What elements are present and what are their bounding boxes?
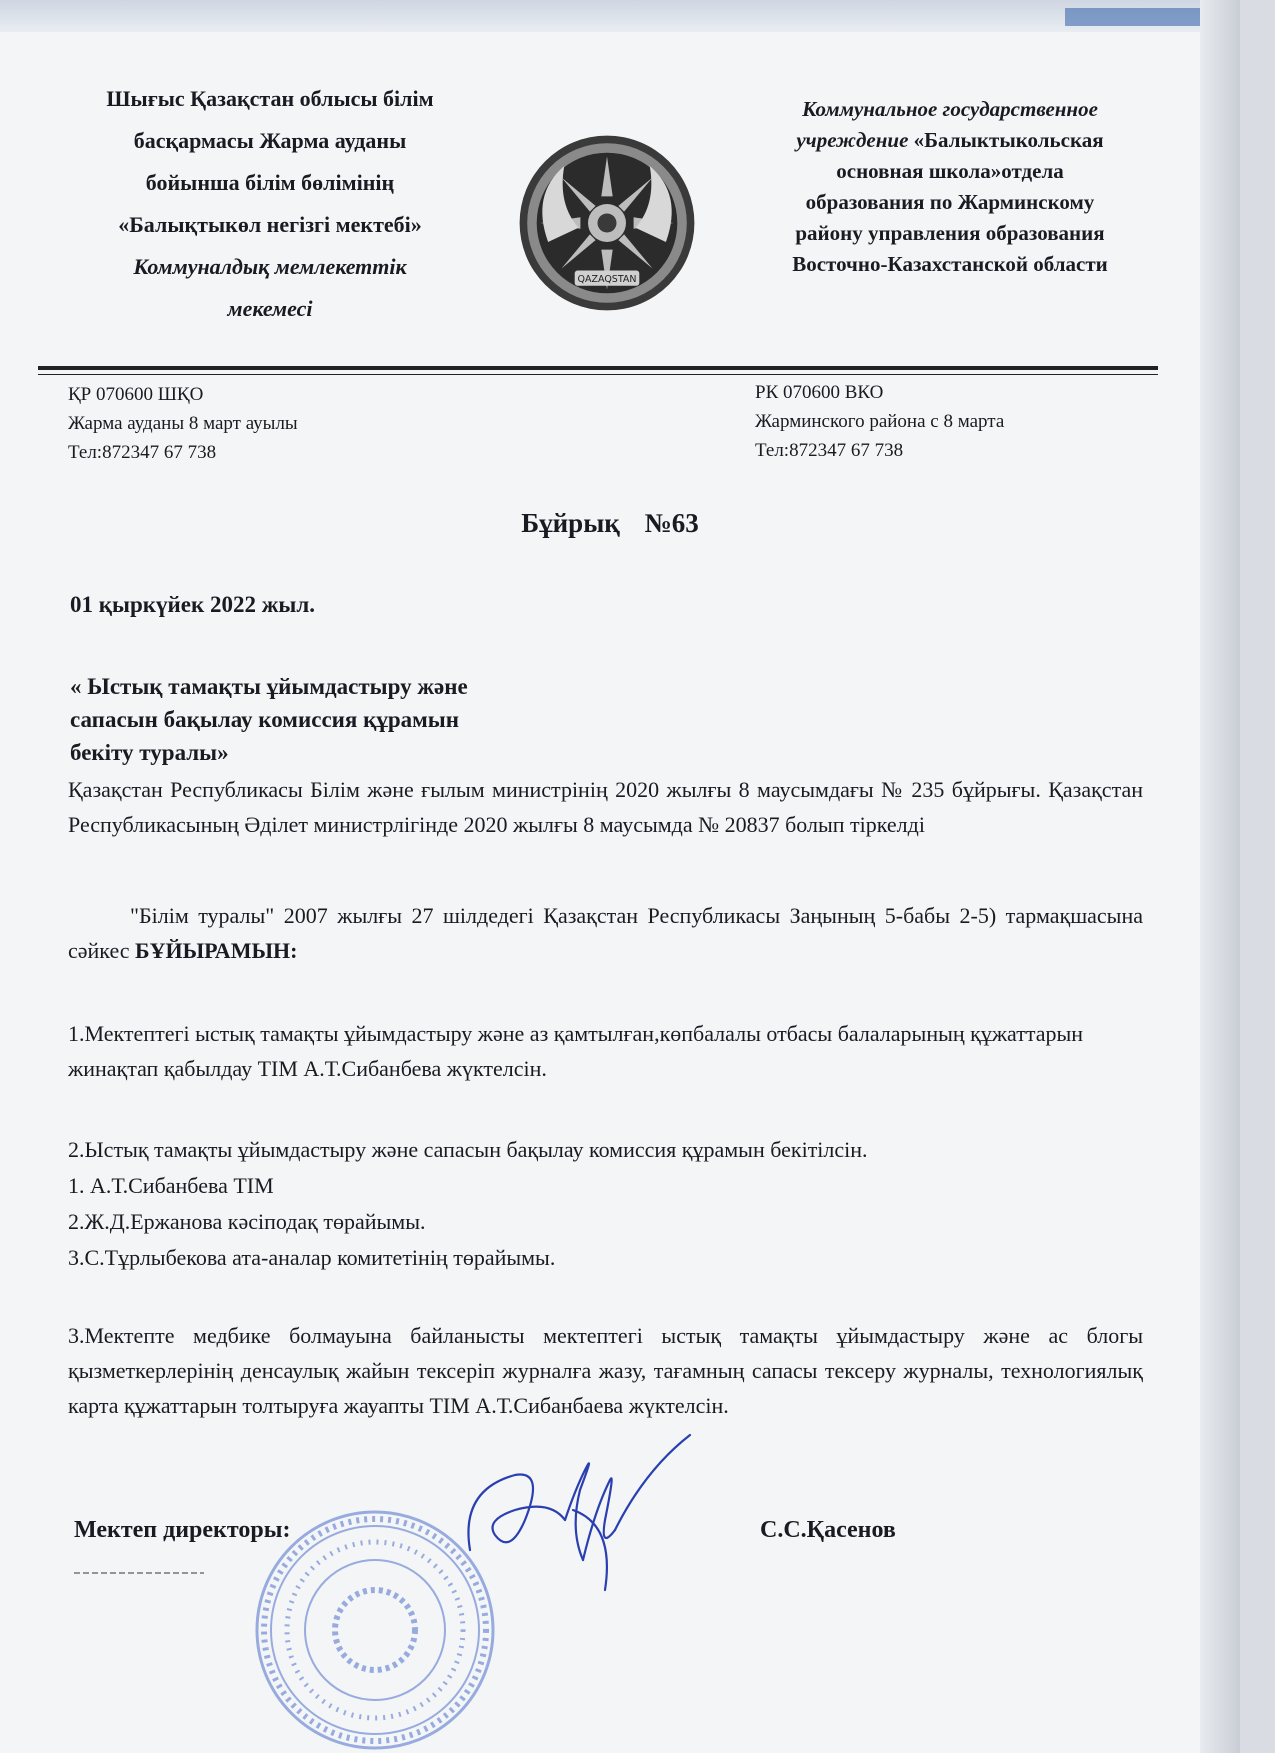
header-divider-thick <box>38 366 1158 370</box>
header-right-line <box>740 125 1160 156</box>
header-left-line: Шығыс Қазақстан облысы білім <box>106 86 434 111</box>
address-line: РК 070600 ВКО <box>755 382 884 403</box>
subject-line: бекіту туралы» <box>70 740 229 765</box>
scan-top-strip <box>0 0 1240 32</box>
order-item-2 <box>68 1132 1143 1276</box>
header-right-italic: учреждение <box>796 128 909 152</box>
commission-member: 1. А.Т.Сибанбева ТІМ <box>68 1173 274 1198</box>
header-right-line: образования по Жарминскому <box>805 190 1095 214</box>
legal-basis-paragraph: Қазақстан Республикасы Білім және ғылым министрінің 2020 жылғы 8 маусымдағы № 235 бұйрығы. Қазақстан Республикасының Әділет министрлігінде 2020 жылғы 8 маусымда № 20837 болып тіркелді <box>68 777 1143 837</box>
header-left-line: мекемесі <box>227 296 313 321</box>
header-right-line: району управления образования <box>795 221 1105 245</box>
commission-member: 2.Ж.Д.Ержанова кәсіподақ төрайымы. <box>68 1209 426 1234</box>
address-russian <box>755 378 1004 465</box>
address-line: Жарма ауданы 8 март ауылы <box>68 413 298 434</box>
header-kazakh <box>60 78 480 330</box>
subject-line: сапасын бақылау комиссия құрамын <box>70 707 460 732</box>
item-2-heading: 2.Ыстық тамақты ұйымдастыру және сапасын бақылау комиссия құрамын бекітілсін. <box>68 1137 868 1162</box>
decree-keyword: БҰЙЫРАМЫН: <box>135 938 298 963</box>
signature-name: С.С.Қасенов <box>760 1517 896 1543</box>
decree-paragraph <box>68 898 1143 968</box>
commission-member: 3.С.Тұрлыбекова ата-аналар комитетінің төрайымы. <box>68 1245 556 1270</box>
order-title <box>0 508 1220 539</box>
subject-line: « Ыстық тамақты ұйымдастыру және <box>70 674 468 699</box>
emblem-text: QAZAQSTAN <box>577 273 637 285</box>
header-right-line: Восточно-Казахстанской области <box>792 252 1108 276</box>
signature-underline <box>74 1572 204 1574</box>
header-right-line: Коммунальное государственное <box>802 97 1098 121</box>
header-right-line: основная школа»отдела <box>836 159 1064 183</box>
signature-role: Мектеп директоры: <box>74 1517 291 1543</box>
header-divider-thin <box>38 374 1158 375</box>
decree-text: "Білім туралы" 2007 жылғы 27 шілдедегі Қазақстан Республикасы Заңының 5-бабы 2-5) тармақшасына сәйкес <box>68 903 1143 963</box>
header-right-rest: «Балыктыкольская <box>908 128 1104 152</box>
header-left-line: «Балықтыкөл негізгі мектебі» <box>118 212 422 237</box>
kazakhstan-emblem-icon <box>512 128 702 318</box>
director-signature-icon <box>455 1430 715 1600</box>
order-subject <box>70 670 468 769</box>
header-russian <box>740 94 1160 280</box>
address-kazakh <box>68 380 298 467</box>
address-line: Тел:872347 67 738 <box>755 440 904 461</box>
header-left-line: Коммуналдық мемлекеттік <box>133 254 407 279</box>
order-item-3: 3.Мектепте медбике болмауына байланысты мектептегі ыстық тамақты ұйымдастыру және ас блогы қызметкерлерінің денсаулық жайын тексеріп журналға жазу, тағамның сапасы тексеру журналы, технологиялық карта құжаттарын толтыруға жауапты ТІМ А.Т.Сибанбаева жүктелсін. <box>68 1323 1143 1418</box>
header-left-line: басқармасы Жарма ауданы <box>133 128 407 153</box>
address-line: ҚР 070600 ШҚО <box>68 384 204 405</box>
order-item-1: 1.Мектептегі ыстық тамақты ұйымдастыру және аз қамтылған,көпбалалы отбасы балаларының құжаттарын жинақтап қабылдау ТІМ А.Т.Сибанбева жүктелсін. <box>68 1021 1084 1081</box>
address-line: Тел:872347 67 738 <box>68 442 217 463</box>
order-date: 01 қыркүйек 2022 жыл. <box>70 592 316 617</box>
order-number: №63 <box>644 508 699 538</box>
address-line: Жарминского района с 8 марта <box>755 411 1005 432</box>
header-left-line: бойынша білім бөлімінің <box>145 170 395 195</box>
order-label: Бұйрық <box>521 508 620 538</box>
page-edge-shadow <box>1200 0 1240 1753</box>
